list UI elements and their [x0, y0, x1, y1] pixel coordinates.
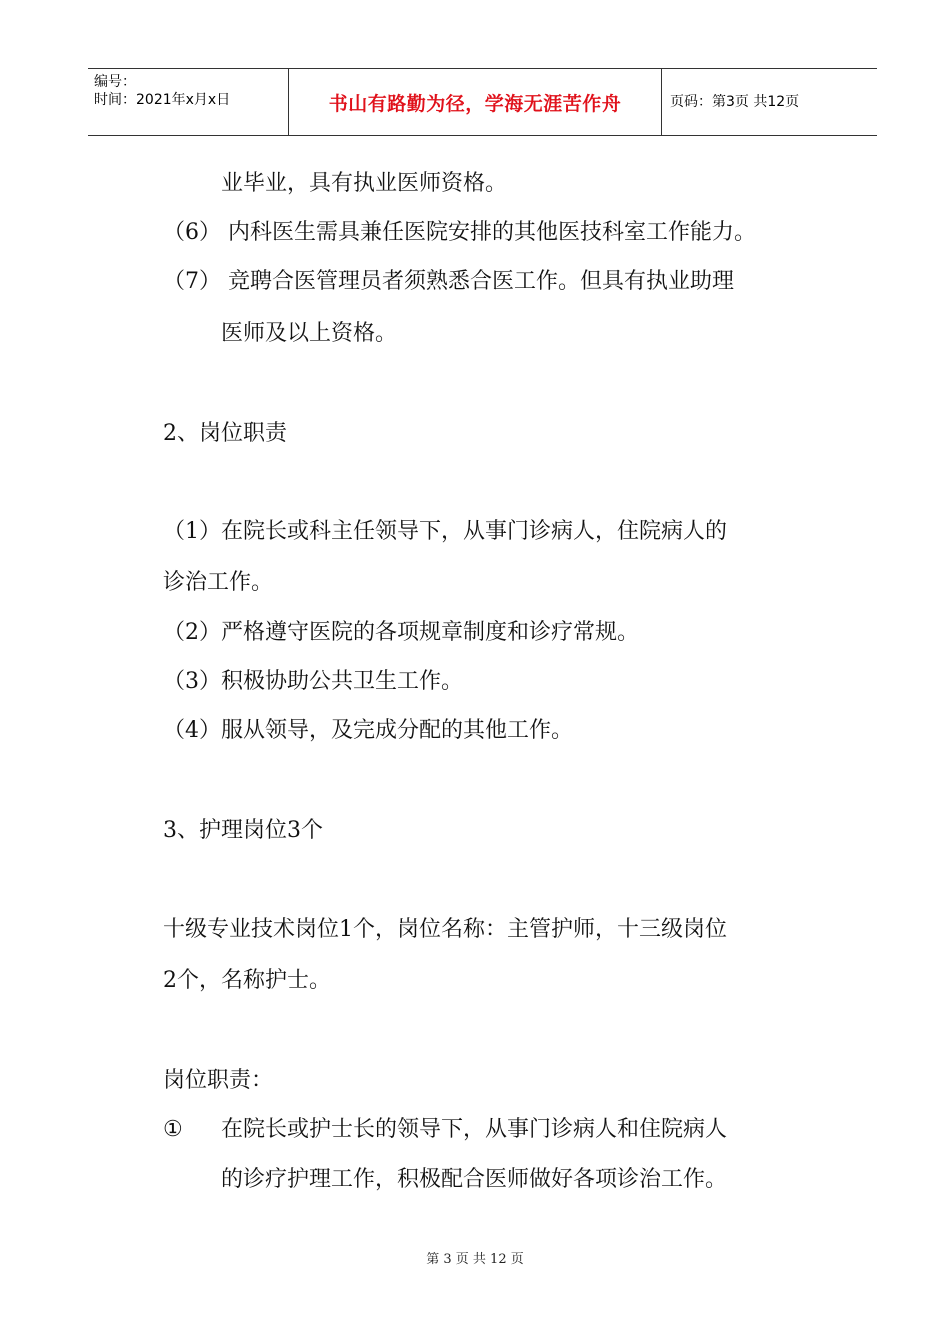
- text-line: （7） 竞聘合医管理员者须熟悉合医工作。但具有执业助理: [163, 269, 734, 294]
- time-label: 时间：2021年x月x日: [94, 92, 231, 108]
- text-line: 业毕业，具有执业医师资格。: [221, 171, 508, 196]
- section-heading: 3、护理岗位3个: [163, 818, 323, 843]
- number-label: 编号：: [94, 74, 136, 90]
- page-label: 页码：第3页 共12页: [670, 94, 800, 110]
- header-motto-cell: [288, 69, 662, 135]
- text-line: 的诊疗护理工作，积极配合医师做好各项诊治工作。: [221, 1167, 728, 1192]
- text-line: （2）严格遵守医院的各项规章制度和诊疗常规。: [163, 620, 639, 645]
- text-line: 在院长或护士长的领导下，从事门诊病人和住院病人: [221, 1117, 728, 1142]
- list-marker: ①: [163, 1117, 183, 1142]
- header-table: [88, 68, 877, 136]
- motto-text: 书山有路勤为径，学海无涯苦作舟: [328, 92, 622, 115]
- text-line: 诊治工作。: [163, 570, 274, 595]
- section-heading: 2、岗位职责: [163, 421, 287, 446]
- page-footer: 第 3 页 共 12 页: [426, 1252, 524, 1267]
- header-page-cell: [662, 69, 877, 135]
- section-heading: 岗位职责：: [163, 1068, 274, 1093]
- header-info-cell: [88, 69, 288, 135]
- text-line: 十级专业技术岗位1个，岗位名称：主管护师，十三级岗位: [163, 917, 727, 942]
- text-line: 2个，名称护士。: [163, 968, 331, 993]
- text-line: （4）服从领导，及完成分配的其他工作。: [163, 718, 573, 743]
- text-line: 医师及以上资格。: [221, 321, 398, 346]
- text-line: （3）积极协助公共卫生工作。: [163, 669, 463, 694]
- text-line: （1）在院长或科主任领导下，从事门诊病人，住院病人的: [163, 519, 727, 544]
- text-line: （6） 内科医生需具兼任医院安排的其他医技科室工作能力。: [163, 220, 756, 245]
